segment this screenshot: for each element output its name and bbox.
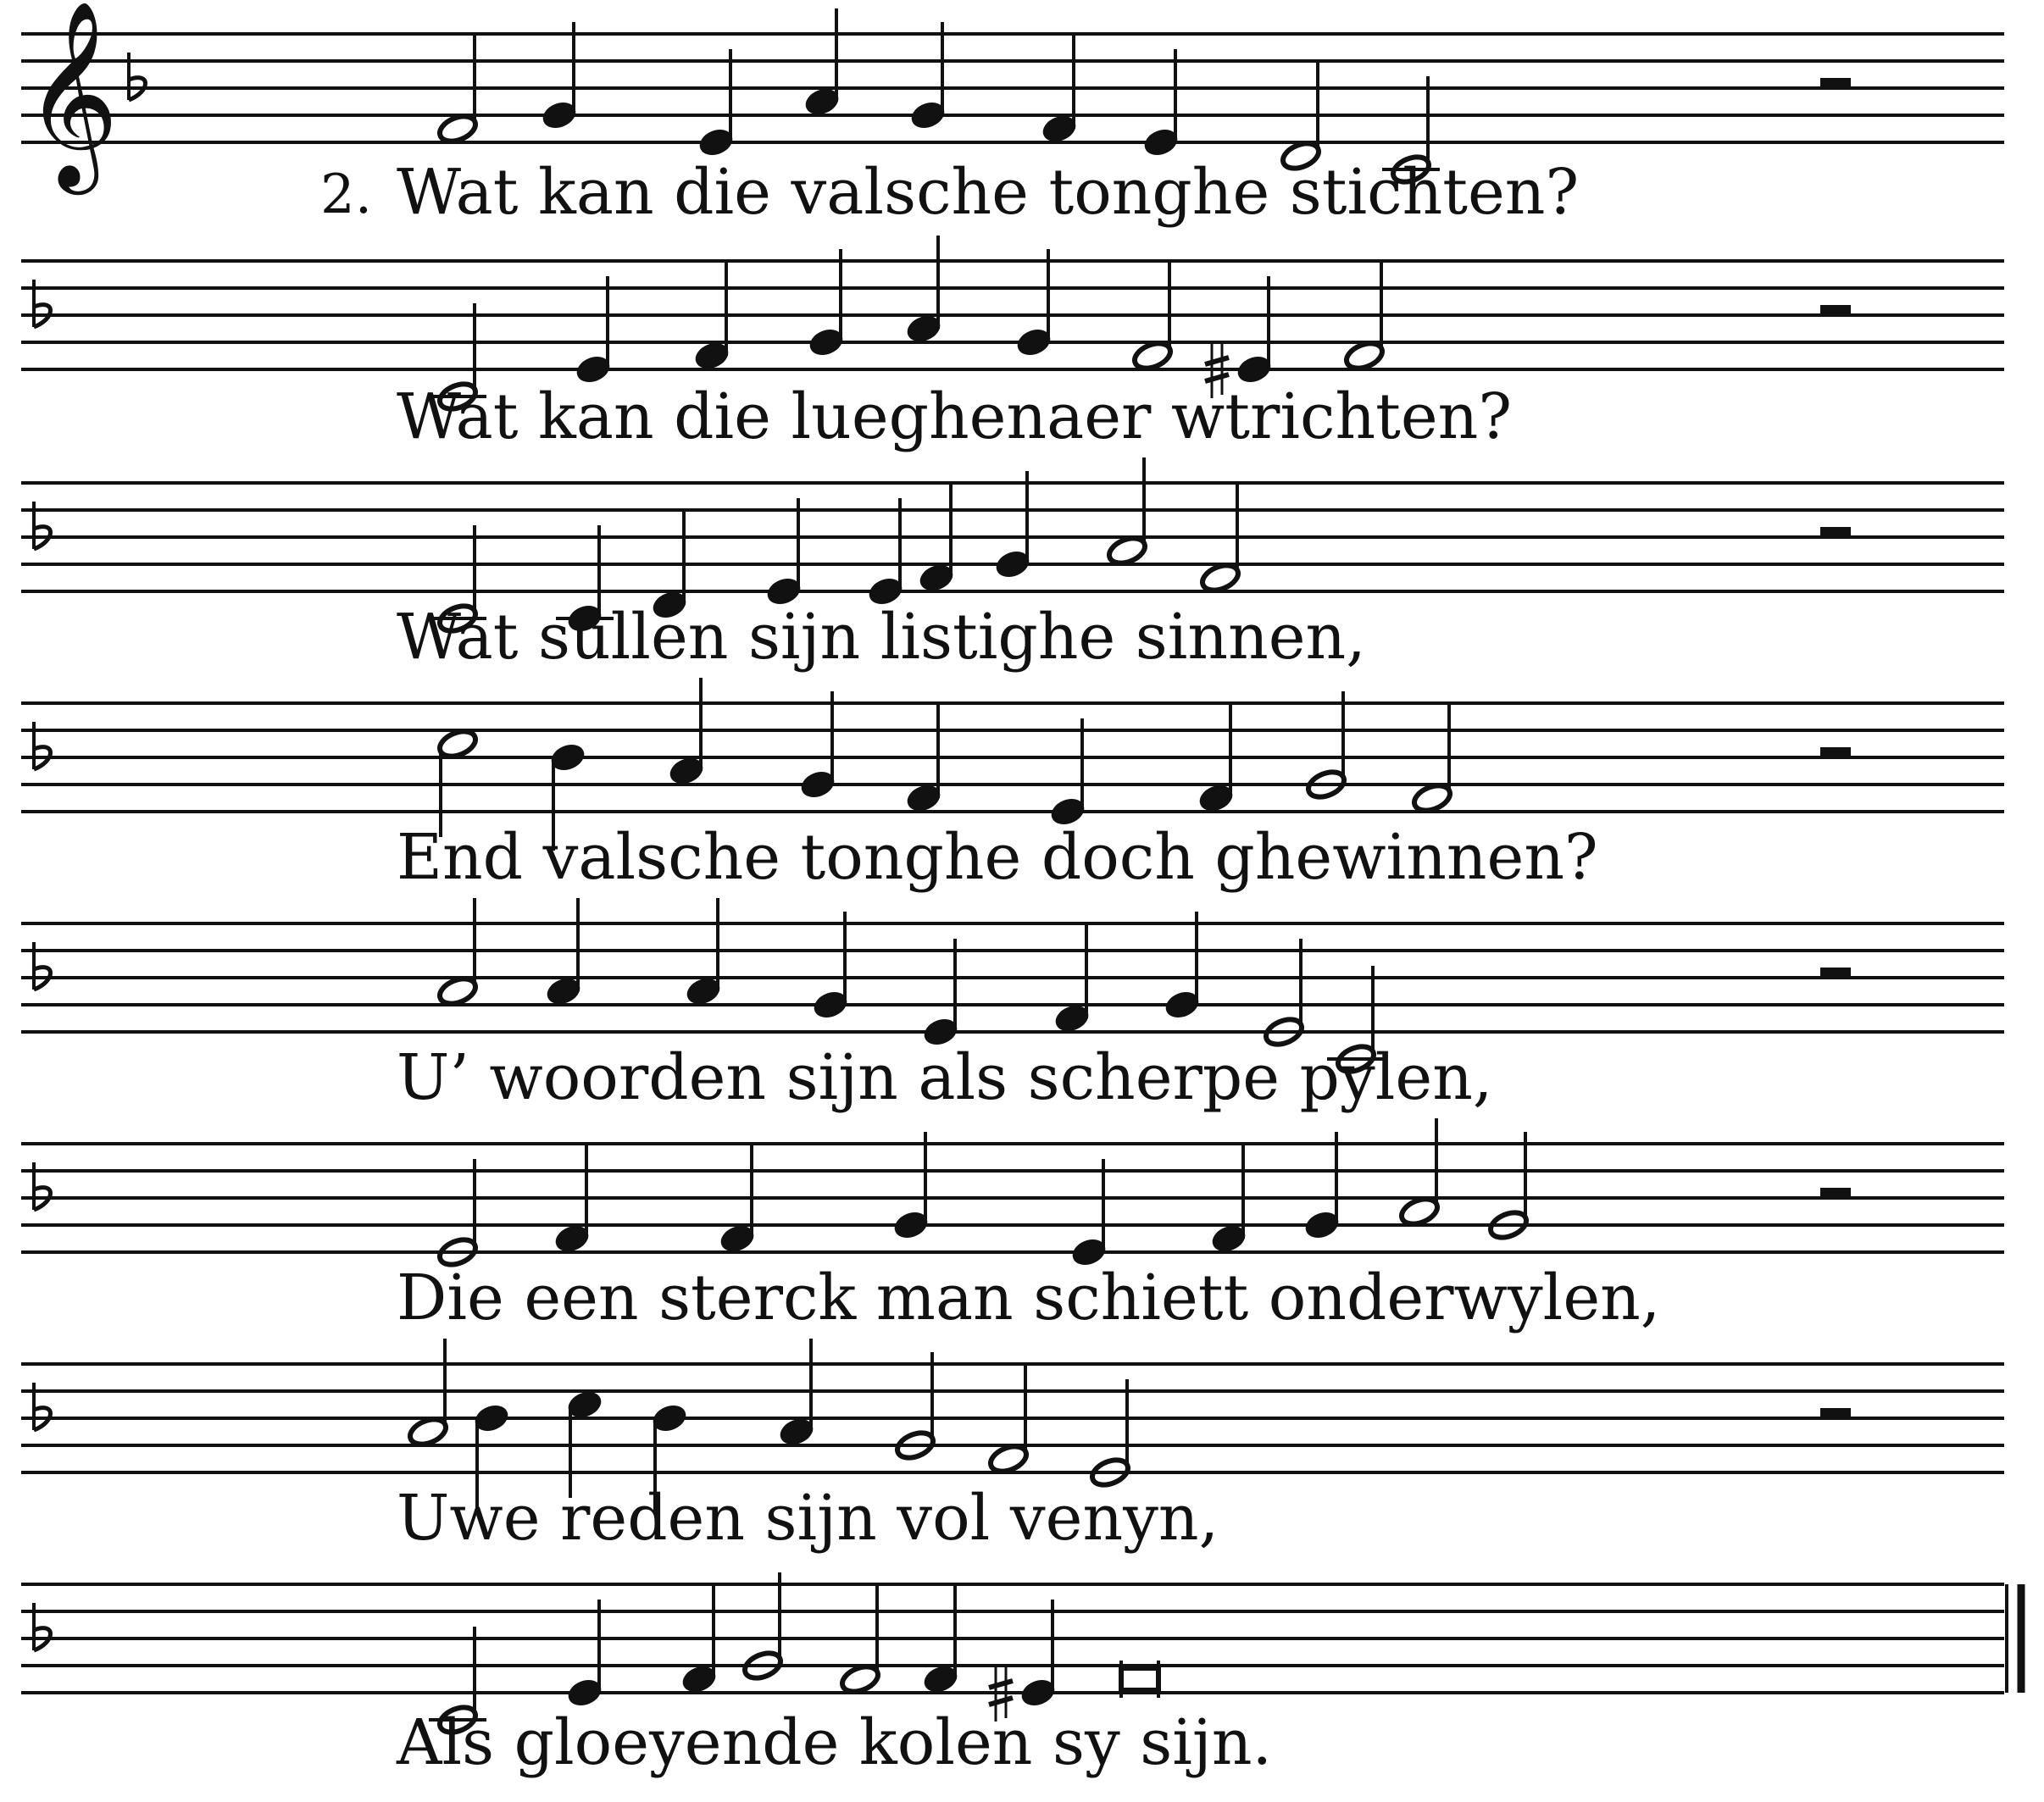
lyric-line: End valsche tonghe doch ghewinnen? [397, 821, 1598, 894]
sharp-icon [1205, 358, 1229, 364]
sharp-icon [989, 1698, 1013, 1705]
breve-note [1121, 1668, 1158, 1690]
sharp-icon [989, 1681, 1013, 1688]
lyric-line: Die een sterck man schiett onderwylen, [397, 1261, 1661, 1334]
lyric-line: Wat sullen sijn listighe sinnen, [397, 601, 1366, 674]
half-rest-icon [1820, 78, 1851, 88]
lyric-line: Wat kan die valsche tonghe stichten? [397, 156, 1580, 229]
half-rest-icon [1820, 305, 1851, 315]
half-rest-icon [1820, 1188, 1851, 1198]
lyric-line: U’ woorden sijn als scherpe pylen, [397, 1041, 1493, 1114]
lyric-line: Als gloeyende kolen sy sijn. [397, 1706, 1273, 1779]
half-rest-icon [1820, 527, 1851, 537]
half-rest-icon [1820, 1408, 1851, 1418]
half-rest-icon [1820, 747, 1851, 757]
treble-clef-icon: 𝄞 [24, 0, 119, 186]
lyric-line: Uwe reden sijn vol venyn, [397, 1482, 1219, 1555]
half-rest-icon [1820, 968, 1851, 978]
lyric-line: Wat kan die lueghenaer wtrichten? [397, 380, 1512, 453]
verse-number: 2. [320, 164, 373, 226]
